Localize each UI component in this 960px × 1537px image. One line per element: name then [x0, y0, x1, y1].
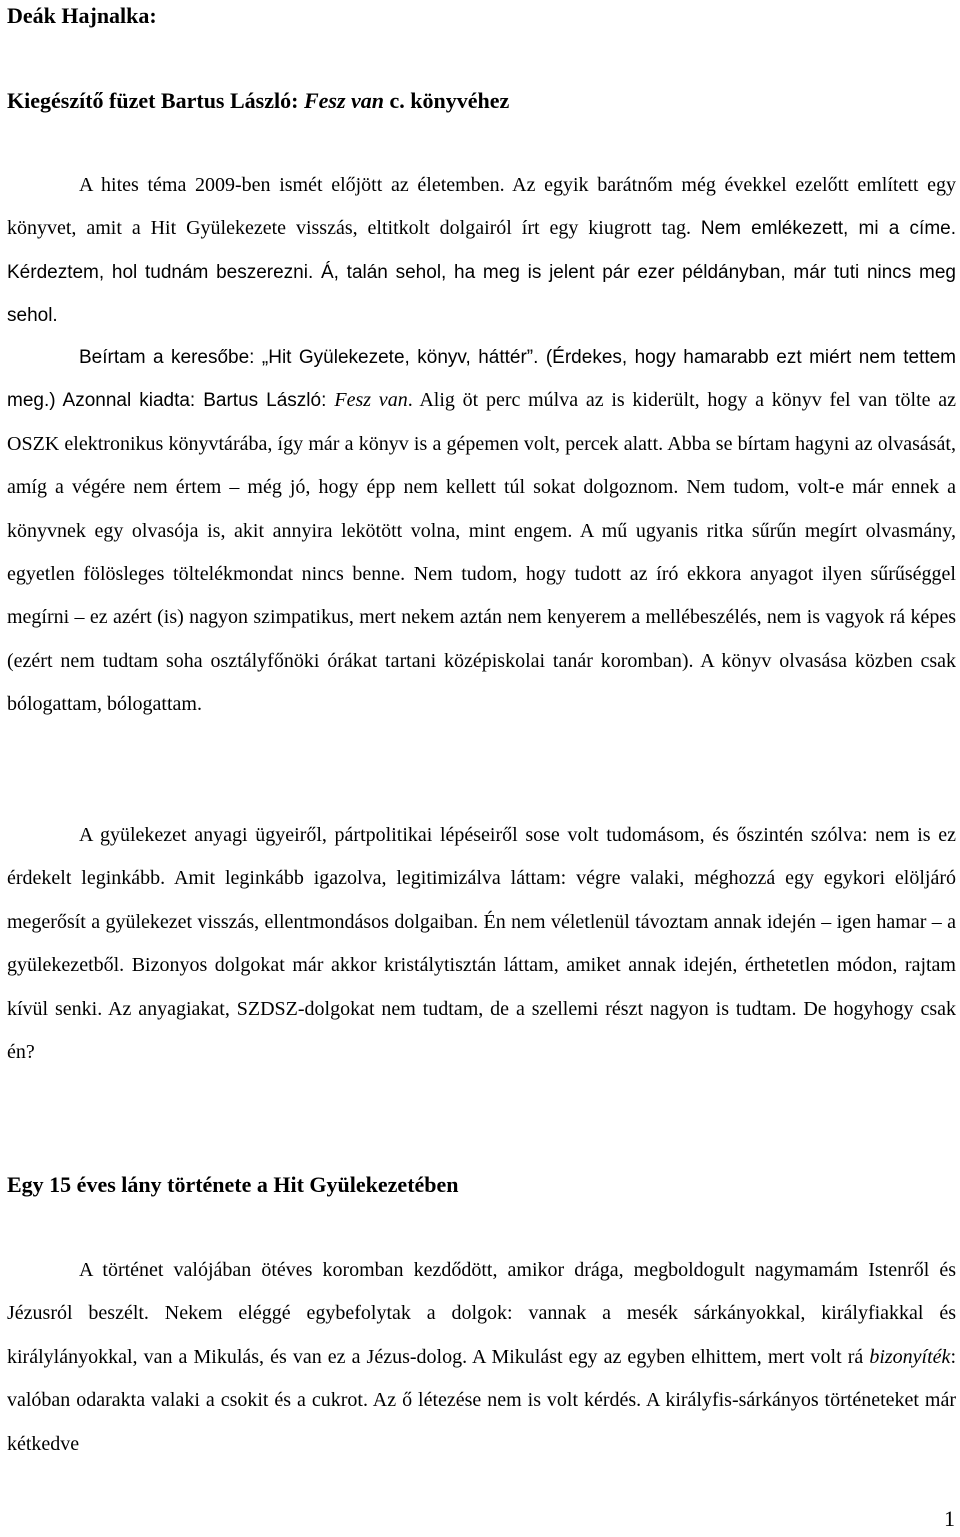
paragraph-1-sans: Nem emlékezett, mi a címe. Kérdeztem, hol tudnám beszerezni. Á, talán sehol, ha meg is jelent pár ezer példányban, már tuti nincs meg sehol. [7, 218, 956, 327]
paragraph-4 [7, 1249, 956, 1466]
paragraph-1 [7, 164, 956, 338]
paragraph-3: A gyülekezet anyagi ügyeiről, pártpolitikai lépéseiről sose volt tudomásom, és őszintén szólva: nem is ez érdekelt leginkább. Amit leginkább igazolva, legitimizálva láttam: végre valaki, méghozzá egy egykori elöljáró megerősít a gyülekezet visszás, ellentmondásos dolgaiban. Én nem véletlenül távoztam annak idején – igen hamar – a gyülekezetből. Bizonyos dolgokat már akkor kristálytisztán láttam, amiket annak idején, érthetetlen módon, rajtam kívül senki. Az anyagiakat, SZDSZ-dolgokat nem tudtam, de a szellemi részt nagyon is tudtam. De hogyhogy csak én? [7, 824, 956, 1064]
paragraph-4-text-2: : valóban odarakta valaki a csokit és a cukrot. Az ő létezése nem is volt kérdés. A királyfis-sárkányos történeteket már kétkedve [7, 1345, 956, 1455]
page-number: 1 [944, 1506, 955, 1531]
paragraph-2-italic: Fesz van [334, 389, 408, 412]
paragraph-1-serif: A hites téma 2009-ben ismét előjött az életemben. Az egyik barátnőm még évekkel ezelőtt említett egy könyvet, amit a Hit Gyülekezete visszás, eltitkolt dolgairól írt egy kiugrott tag. [7, 174, 956, 240]
paragraph-2-sans: Beírtam a keresőbe: „Hit Gyülekezete, könyv, háttér”. (Érdekes, hogy hamarabb ezt miért nem tettem meg.) Azonnal kiadta: Bartus László: [7, 347, 956, 412]
document-title [7, 87, 509, 115]
paragraph-2 [7, 336, 956, 727]
section-title: Egy 15 éves lány története a Hit Gyülekezetében [7, 1172, 459, 1197]
title-text-post: c. könyvéhez [384, 88, 510, 113]
title-text-pre: Kiegészítő füzet Bartus László: [7, 88, 304, 113]
paragraph-4-italic: bizonyíték [869, 1345, 951, 1368]
paragraph-4-text-1: A történet valójában ötéves koromban kezdődött, amikor drága, megboldogult nagymamám Istenről és Jézusról beszélt. Nekem eléggé egybefolytak a dolgok: vannak a mesék sárkányokkal, királyfiakkal és királylányokkal, van a Mikulás, és van ez a Jézus-dolog. A Mikulást egy az egyben elhittem, mert volt rá [7, 1259, 956, 1368]
title-book-italic: Fesz van [303, 88, 384, 113]
author-heading: Deák Hajnalka: [7, 3, 157, 28]
paragraph-2-serif: . Alig öt perc múlva az is kiderült, hogy a könyv fel van tölte az OSZK elektronikus könyvtárába, így már a könyv is a gépemen volt, percek alatt. Abba se bírtam hagyni az olvasását, amíg a végére nem értem – még jó, hogy épp nem kellett túl sokat dolgoznom. Nem tudom, volt-e már ennek a könyvnek egy olvasója is, akit annyira lekötött volna, mint engem. A mű ugyanis ritka sűrűn megírt olvasmány, egyetlen fölösleges töltelékmondat nincs benne. Nem tudom, hogy tudott az író ekkora anyagot ilyen sűrűséggel megírni – ez azért (is) nagyon szimpatikus, mert nekem aztán nem kenyerem a mellébeszélés, nem is vagyok rá képes (ezért nem tudtam soha osztályfőnöki órákat tartani középiskolai tanár koromban). A könyv olvasása közben csak bólogattam, bólogattam. [7, 389, 957, 716]
